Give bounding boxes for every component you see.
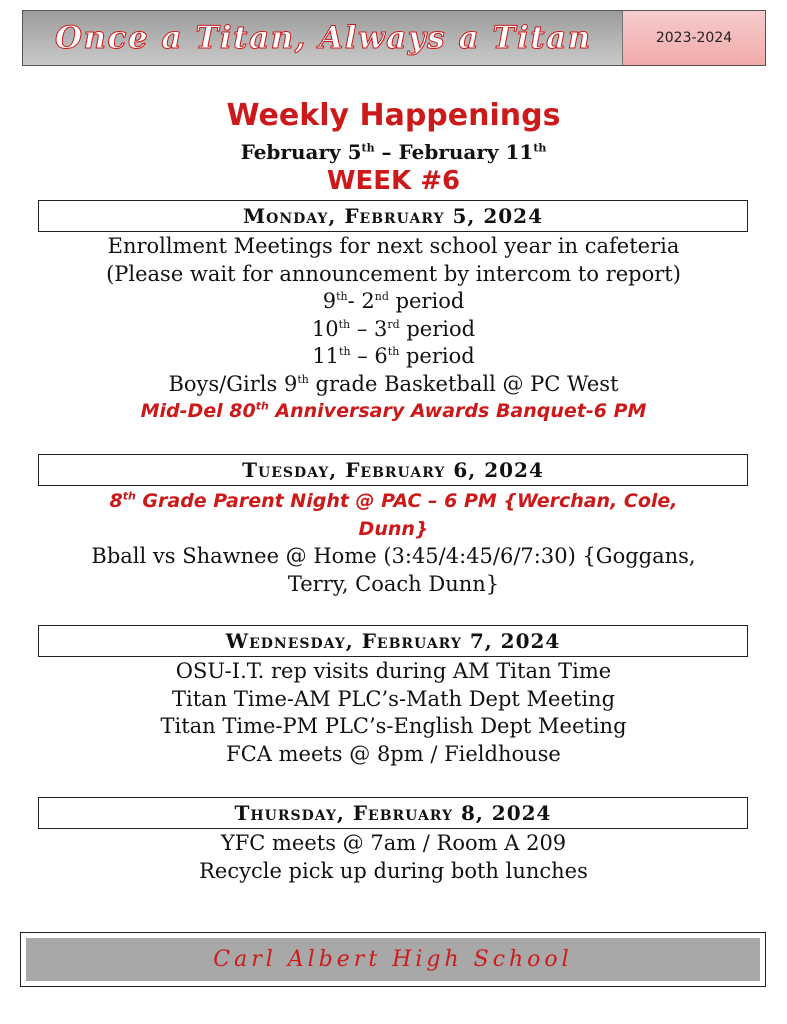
tuesday-events	[0, 488, 787, 598]
event-line: Titan Time-AM PLC’s-Math Dept Meeting	[171, 686, 616, 711]
motto: Once a Titan, Always a Titan	[23, 11, 622, 65]
event-line: OSU-I.T. rep visits during AM Titan Time	[175, 659, 612, 683]
event-line: FCA meets @ 8pm / Fieldhouse	[226, 741, 561, 766]
footer-banner	[20, 932, 766, 987]
event-line: 11th – 6th period	[312, 344, 475, 368]
school-year: 2023-2024	[622, 11, 765, 65]
school-name: Carl Albert High School	[26, 938, 760, 981]
event-line: Enrollment Meetings for next school year in cafeteria	[107, 234, 680, 258]
page-title: Weekly Happenings	[226, 98, 561, 133]
header-banner	[22, 10, 766, 66]
event-line: Terry, Coach Dunn}	[287, 571, 500, 596]
event-line: Boys/Girls 9th grade Basketball @ PC West	[168, 371, 619, 396]
event-line-highlight: Mid-Del 80th Anniversary Awards Banquet-6 PM	[140, 399, 647, 422]
event-line: Recycle pick up during both lunches	[199, 858, 588, 883]
event-line-highlight: Dunn}	[358, 517, 429, 540]
week-number: WEEK #6	[326, 166, 461, 196]
event-line: (Please wait for announcement by intercom to report)	[106, 261, 681, 286]
thursday-heading: Thursday, February 8, 2024	[38, 797, 748, 829]
wednesday-events	[0, 658, 787, 768]
event-line: YFC meets @ 7am / Room A 209	[220, 831, 567, 855]
event-line: Bball vs Shawnee @ Home (3:45/4:45/6/7:30) {Goggans,	[91, 544, 696, 568]
monday-events	[0, 233, 787, 426]
date-range: February 5th – February 11th	[240, 140, 547, 164]
event-line: Titan Time-PM PLC’s-English Dept Meeting	[160, 714, 627, 738]
wednesday-heading: Wednesday, February 7, 2024	[38, 625, 748, 657]
event-line: 10th – 3rd period	[311, 316, 476, 341]
tuesday-heading: Tuesday, February 6, 2024	[38, 454, 748, 486]
monday-heading: Monday, February 5, 2024	[38, 200, 748, 232]
event-line-highlight: 8th Grade Parent Night @ PAC – 6 PM {Werchan, Cole,	[109, 489, 678, 512]
thursday-events	[0, 830, 787, 885]
event-line: 9th- 2nd period	[322, 289, 465, 313]
